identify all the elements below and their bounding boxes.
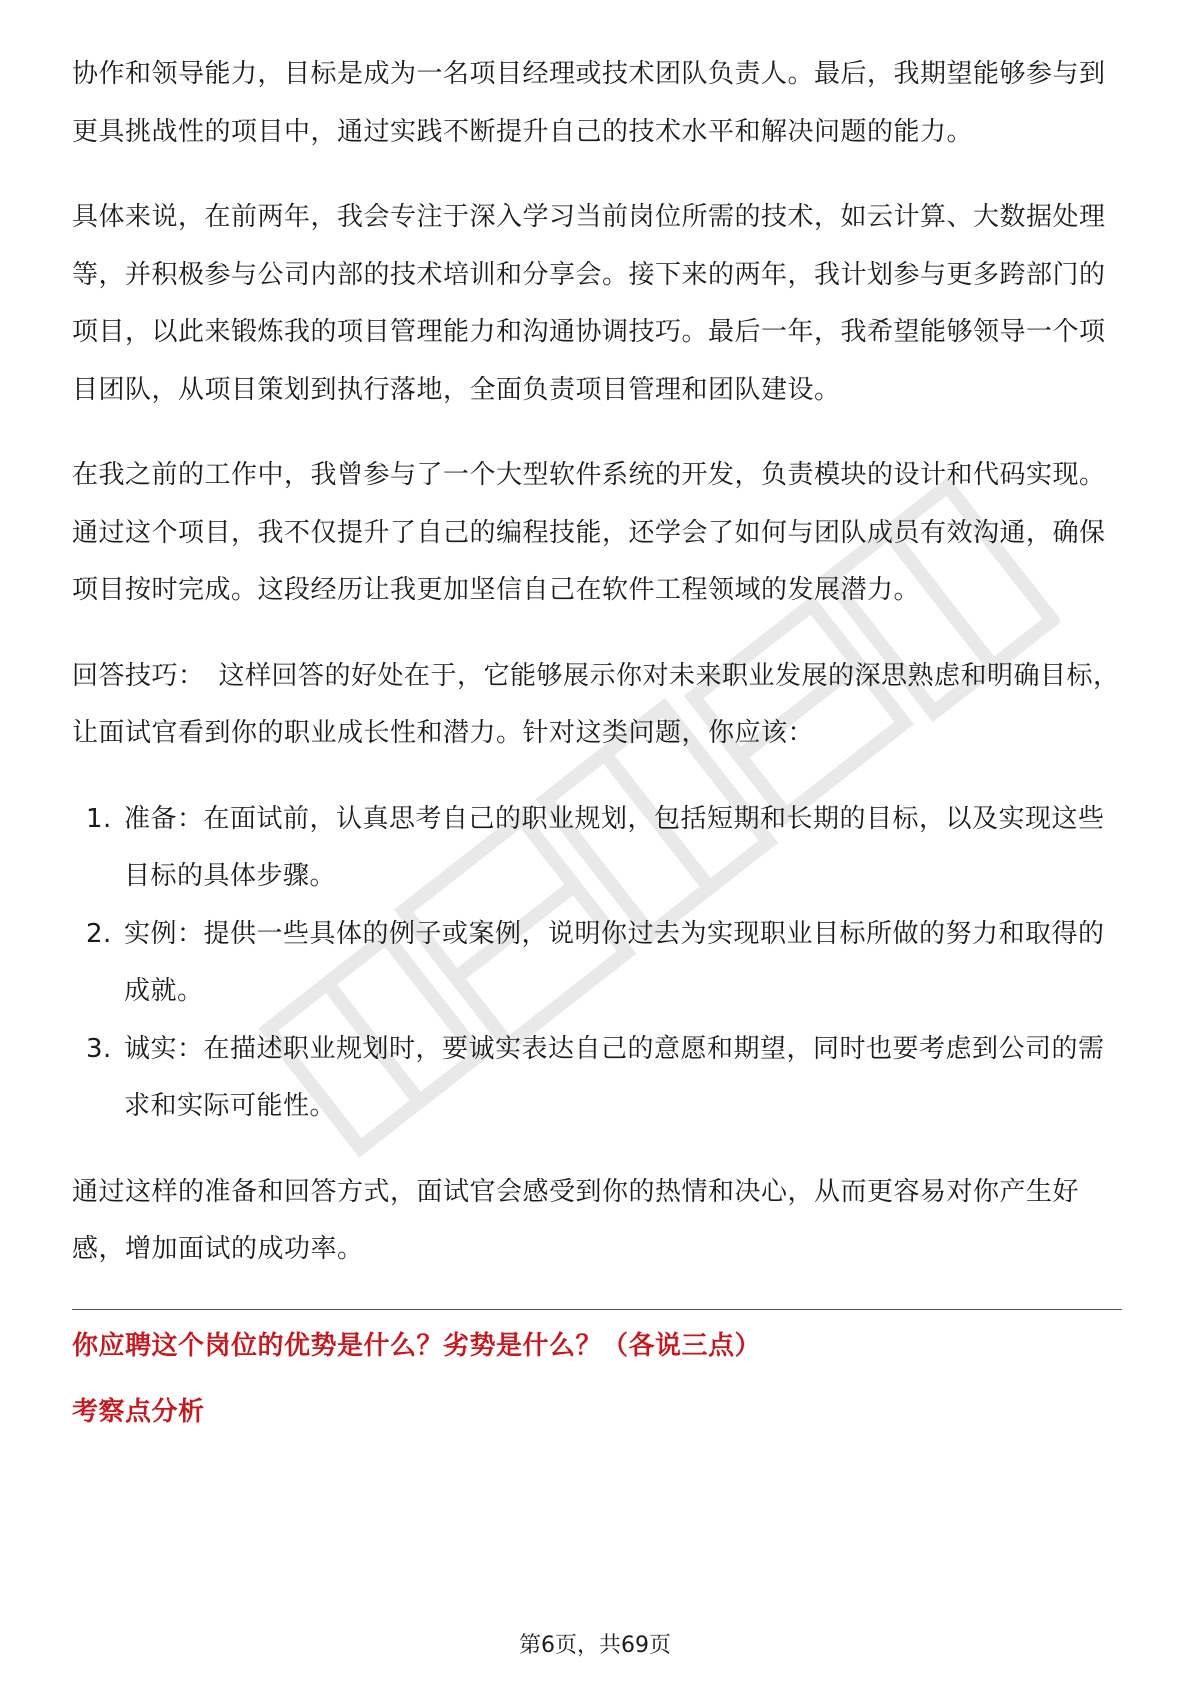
paragraph-plan-details: 具体来说，在前两年，我会专注于深入学习当前岗位所需的技术，如云计算、大数据处理等，并积极参与公司内部的技术培训和分享会。接下来的两年，我计划参与更多跨部门的项目，以此来锻炼我的项目管理能力和沟通协调技巧。最后一年，我希望能够领导一个项目团队，从项目策划到执行落地，全面负责项目管理和团队建设。: [72, 202, 1106, 405]
list-item-number: 1.: [86, 803, 112, 834]
section-divider: [72, 1309, 1122, 1310]
paragraph-experience: 在我之前的工作中，我曾参与了一个大型软件系统的开发，负责模块的设计和代码实现。通过这个项目，我不仅提升了自己的编程技能，还学会了如何与团队成员有效沟通，确保项目按时完成。这段经历让我更加坚信自己在软件工程领域的发展潜力。: [72, 460, 1106, 605]
list-item: [72, 791, 1122, 906]
document-page: [72, 46, 1122, 1430]
list-item-text: 实例：提供一些具体的例子或案例，说明你过去为实现职业目标所做的努力和取得的成就。: [124, 918, 1105, 1006]
tips-list: [72, 791, 1122, 1136]
list-item-text: 准备：在面试前，认真思考自己的职业规划，包括短期和长期的目标，以及实现这些目标的具体步骤。: [124, 803, 1105, 891]
list-item: [72, 906, 1122, 1021]
answer-tips: [72, 648, 1122, 763]
paragraph-conclusion: 通过这样的准备和回答方式，面试官会感受到你的热情和决心，从而更容易对你产生好感，增加面试的成功率。: [72, 1176, 1080, 1264]
page-number-footer: 第6页，共69页: [519, 1633, 671, 1658]
list-item-number: 3.: [86, 1033, 112, 1064]
paragraph-career-goal: 协作和领导能力，目标是成为一名项目经理或技术团队负责人。最后，我期望能够参与到更具挑战性的项目中，通过实践不断提升自己的技术水平和解决问题的能力。: [72, 59, 1106, 147]
answer-tips-text: 这样回答的好处在于，它能够展示你对未来职业发展的深思熟虑和明确目标，让面试官看到你的职业成长性和潜力。针对这类问题，你应该：: [72, 660, 1120, 748]
list-item: [72, 1021, 1122, 1136]
list-item-number: 2.: [86, 918, 112, 949]
list-item-text: 诚实：在描述职业规划时，要诚实表达自己的意愿和期望，同时也要考虑到公司的需求和实际可能性。: [124, 1033, 1105, 1121]
analysis-heading: 考察点分析: [72, 1396, 205, 1427]
answer-tips-label: 回答技巧：: [72, 660, 205, 691]
next-question-heading: 你应聘这个岗位的优势是什么？劣势是什么？（各说三点）: [72, 1330, 762, 1361]
